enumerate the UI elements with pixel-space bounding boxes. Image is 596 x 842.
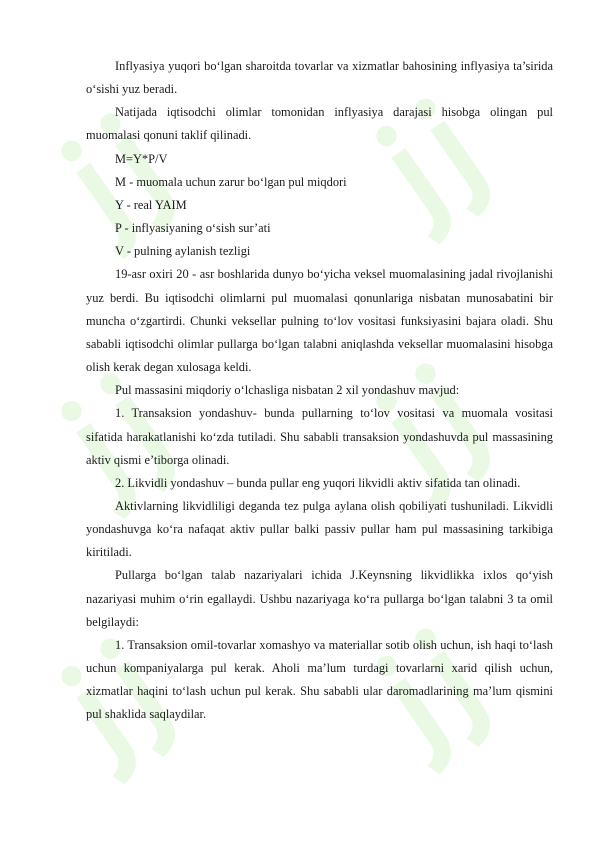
formula-definition: Y - real YAIM: [115, 197, 187, 212]
paragraph: Aktivlarning likvidliligi deganda tez pulga aylana olish qobiliyati tushuniladi. Likvidli yondashuvga ko‘ra nafaqat aktiv pullar balki passiv pullar ham pul massasining tarkibiga kiritiladi.: [86, 498, 553, 560]
list-item: 2. Likvidli yondashuv – bunda pullar eng yuqori likvidli aktiv sifatida tan olinadi.: [115, 475, 521, 490]
list-item: 1. Transaksion yondashuv- bunda pullarning to‘lov vositasi va muomala vositasi sifatida harakatlanishi ko‘zda tutiladi. Shu sababli transaksion yondashuvda pul massasining aktiv qismi e’tiborga olinadi.: [86, 406, 553, 467]
paragraph: Pullarga bo‘lgan talab nazariyalari ichida J.Keynsning likvidlikka ixlos qo‘yish nazariyasi muhim o‘rin egallaydi. Ushbu nazariyaga ko‘ra pullarga bo‘lgan talabni 3 ta omil belgilaydi:: [86, 568, 553, 629]
paragraph: 19-asr oxiri 20 - asr boshlarida dunyo bo‘yicha veksel muomalasining jadal rivojlanishi yuz berdi. Bu iqtisodchi olimlarni pul muomalasi qonunlariga nisbatan munosabatini bir muncha o‘zgartirdi. Chunki veksellar pulning to‘lov vositasi funksiyasini bajara oladi. Shu sababli iqtisodchi olimlar pullarga bo‘lgan talabni aniqlashda veksellar muomalasini hisobga olish kerak degan xulosaga keldi.: [86, 267, 553, 375]
formula-definition: V - pulning aylanish tezligi: [115, 244, 251, 259]
paragraph: Natijada iqtisodchi olimlar tomonidan inflyasiya darajasi hisobga olingan pul muomalasi qonuni taklif qilinadi.: [86, 105, 553, 143]
formula-definition: P - inflyasiyaning o‘sish sur’ati: [115, 221, 271, 236]
list-item: 1. Transaksion omil-tovarlar xomashyo va materiallar sotib olish uchun, ish haqi to‘lash uchun kompaniyalarga pul kerak. Aholi ma’lum turdagi tovarlarni xarid qilish uchun, xizmatlar haqini to‘lash uchun pul kerak. Shu sababli ular daromadlarining ma’lum qismini pul shaklida saqlaydilar.: [86, 637, 553, 722]
formula-definition: M - muomala uchun zarur bo‘lgan pul miqdori: [115, 174, 347, 189]
formula: M=Y*P/V: [115, 151, 168, 166]
document-body: [86, 55, 553, 727]
paragraph: Pul massasini miqdoriy o‘lchasliga nisbatan 2 xil yondashuv mavjud:: [115, 383, 460, 398]
paragraph: Inflyasiya yuqori bo‘lgan sharoitda tovarlar va xizmatlar bahosining inflyasiya ta’sirida o‘sishi yuz beradi.: [86, 59, 553, 97]
